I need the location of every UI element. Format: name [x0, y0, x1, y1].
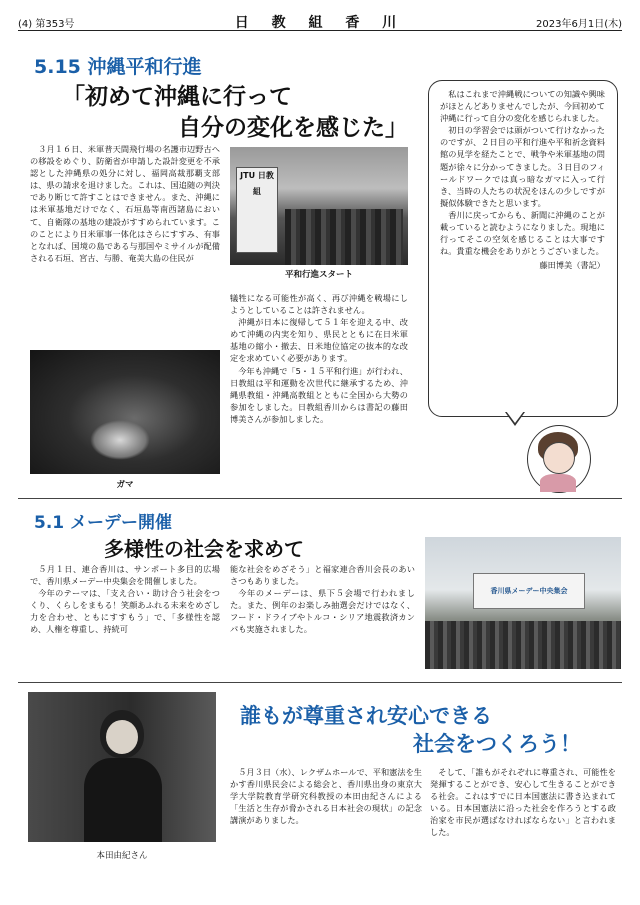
okinawa-body-col1: ３月１６日、米軍普天間飛行場の名護市辺野古への移設をめぐり、防衛省が申請した設計変更を不承認とした沖縄県の処分に対し、福岡高裁那覇支部は、県の請求を退けました。これは、国追随の判決であり断じて許すことはできません。また、沖縄には米軍基地だけでなく、石垣島等南西諸島において、自衛隊の基地の建設がすすめられています。このことにより日米軍事一体化はさらにすすみ、有事となれば、国境の島である与那国やミサイルが配備される石垣、宮古、与勝、奄美大島の住民が — [30, 144, 220, 263]
honda-yuki-photo — [28, 692, 216, 842]
peace-march-caption: 平和行進スタート — [284, 270, 353, 280]
peace-march-photo — [230, 147, 408, 265]
mayday-body-col1: ５月１日、連合香川は、サンポート多目的広場で、香川県メーデー中央集会を開催しました。 今年のテーマは、「支え合い・助け合う社会をつくり、くらしをまもる！笑顔あふれる未来をめざし力を合わせ、ともにすすもう」で、「多様性を認め、人権を尊重し、持続可 — [30, 564, 220, 635]
section-divider-1 — [18, 498, 622, 499]
page-header — [18, 12, 622, 31]
gama-cave-photo — [30, 350, 220, 474]
fujita-portrait-illustration — [527, 425, 591, 493]
issue-date: 2023年6月1日(木) — [536, 19, 622, 30]
mayday-section-label: 5.1 メーデー開催 — [34, 513, 173, 533]
section-divider-2 — [18, 682, 622, 683]
okinawa-section-label: 5.15 沖縄平和行進 — [34, 56, 202, 78]
issue-number: (4) 第353号 — [18, 19, 75, 30]
mayday-headline: 多様性の社会を求めて — [104, 537, 304, 561]
constitution-body-col2: そして、「誰もがそれぞれに尊重され、可能性を発揮することができ、安心して生きることができる社会。これはすでに日本国憲法に書き込まれている。日本国憲法に沿った社会を作ろうとする政治家を市民が選ばなければならない」と言われました。 — [430, 767, 616, 838]
constitution-headline-line2: 社会をつくろう！ — [413, 732, 581, 756]
paper-title: 日 教 組 香 川 — [234, 15, 406, 31]
constitution-headline-line1: 誰もが尊重され安心できる — [240, 704, 492, 728]
mayday-rally-photo — [425, 537, 621, 669]
constitution-body-col1: ５月３日（水）、レクザムホールで、平和憲法を生かす香川県民会による総会と、香川県出身の東京大学大学院教育学研究科教授の本田由紀さんによる「生活と生存が脅かされる日本社会の現状」の記念講演がありました。 — [230, 767, 422, 826]
okinawa-headline-line1: 「初めて沖縄に行って — [62, 84, 292, 110]
okinawa-body-col2: 犠牲になる可能性が高く、再び沖縄を戦場にしようとしていることは許されません。 沖縄が日本に復帰して５１年を迎える中、改めて沖縄の内実を知り、県民とともに在日米軍基地の縮小・撤去、日米地位協定の抜本的な改定を求めていく必要があります。 今年も沖縄で「5・１５平和行進」が行われ、日教組は平和運動を次世代に継承するため、沖縄県教組・沖縄高教組とともに全国から大勢の参加をしました。日教組香川からは書記の藤田博美さんが参加しました。 — [230, 293, 408, 424]
testimony-text: 私はこれまで沖縄戦についての知識や興味がほとんどありませんでしたが、今回初めて沖縄に行って自分の変化を感じられました。 初日の学習会では頭がついて行けなかったのですが、２日目の平和行進や平和祈念資料館の見学を経たことで、戦争や米軍基地の問題が徐々に分かってきました。３日目のフィールドワークでは真っ暗なガマに入って行き、当時の人たちの状況をほんの少しですが擬似体験できたと思います。 香川に戻ってからも、新聞に沖縄のことが載っていると読むようになりました。現地に行ってそこの空気を感じることは大事ですね。貴重な機会をありがとうございました。 藤田博美（書記） — [440, 89, 605, 271]
honda-yuki-caption: 本田由紀さん — [96, 851, 148, 861]
jtu-banner: JTU 日教組 — [236, 167, 278, 253]
okinawa-headline-line2: 自分の変化を感じた」 — [178, 115, 408, 141]
mayday-banner: 香川県メーデー中央集会 — [473, 573, 585, 609]
testimony-signature: 藤田博美（書記） — [539, 260, 605, 271]
mayday-body-col2: 能な社会をめざそう」と福家連合香川会長のあいさつもありました。 今年のメーデーは、県下５会場で行われました。また、例年のお楽しみ抽選会だけではなく、フード・ドライブやトルコ・シリア地震救済カンパも実施されました。 — [230, 564, 415, 635]
gama-cave-caption: ガマ — [116, 480, 134, 490]
